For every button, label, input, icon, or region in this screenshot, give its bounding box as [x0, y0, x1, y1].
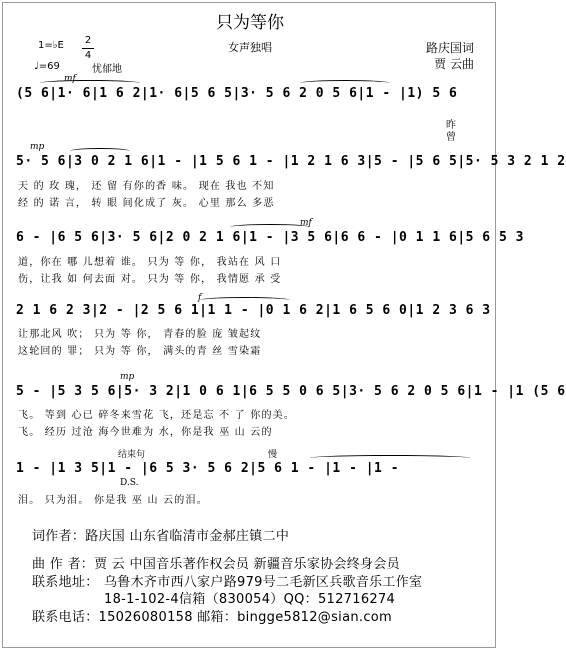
lyric-line-1-a: 昨	[446, 120, 458, 131]
key-signature: 1=♭E	[38, 40, 64, 51]
slow-mark: 慢	[268, 450, 278, 460]
song-title: 只为等你	[216, 13, 284, 33]
lyric-line-3-a: 道，你在 哪 儿想着 谁。 只为 等 你， 我站在 风 口	[18, 257, 282, 268]
mood-marking: 忧郁地	[92, 64, 122, 75]
address-line-1: 乌鲁木齐市西八家户路979号二毛新区兵歌音乐工作室	[104, 575, 423, 590]
lyric-line-4-b: 这轮回的 罪； 只为 等 你， 满头的青 丝 雪染霜	[18, 346, 262, 357]
lyric-line-5-b: 飞。 经历 过沧 海今世难为 水，你是我 巫 山 云的	[18, 427, 273, 438]
notation-line-2: 5· 5 6|3 0 2 1 6|1 - |1 5 6 1 - |1 2 1 6 3|5 - |5 6 5|5· 5 3 2 1 2	[16, 154, 566, 169]
tempo-marking: ♩=69	[34, 61, 60, 72]
slur-4	[230, 224, 310, 230]
dynamic-mp-2: mp	[120, 372, 135, 382]
notation-line-4: 2 1 6 2 3|2 - |2 5 6 1|1 1 - |0 1 6 2|1 6 5 6 0|1 2 3 6 3	[16, 303, 491, 318]
dynamic-f: f	[198, 293, 202, 303]
time-signature	[82, 35, 94, 62]
contact-info: 联系电话：15026080158 邮箱：bingge5812@sian.com	[32, 610, 392, 625]
address-label: 联系地址：	[32, 575, 99, 590]
notation-line-5: 5 - |5 3 5 6|5· 3 2|1 0 6 1|6 5 5 0 6 5|3· 5 6 2 0 5 6|1 - |1 (5 6	[16, 384, 566, 399]
lyricist-credit: 路庆国词	[425, 41, 474, 55]
notation-line-6: 1 - |1 3 5|1 - |6 5 3· 5 6 2|5 6 1 - |1 - |1 -	[16, 461, 400, 476]
lyric-line-3-b: 伤，让我 如 何去面 对。 只为 等 你， 我情愿 承 受	[18, 274, 282, 285]
slur-2	[300, 80, 390, 86]
meter-divider	[82, 48, 94, 49]
notation-line-3: 6 - |6 5 6|3· 5 6|2 0 2 1 6|1 - |3 5 6|6 6 - |0 1 1 6|5 6 5 3	[16, 230, 524, 245]
notation-line-1: (5 6|1· 6|1 6 2|1· 6|5 6 5|3· 5 6 2 0 5 6|1 - |1) 5 6	[16, 86, 458, 101]
slur-1	[40, 80, 140, 86]
lyric-line-2-a: 天 的 玫 瑰， 还 留 有你的香 味。 现在 我也 不知	[18, 181, 275, 192]
lyric-line-1-b: 曾	[446, 132, 458, 143]
ds-mark: D.S.	[120, 478, 139, 488]
dynamic-mf-1: mf	[64, 74, 76, 84]
song-subtitle: 女声独唱	[228, 41, 272, 54]
slur-3	[70, 148, 130, 154]
dynamic-mf-2: mf	[300, 218, 312, 228]
end-phrase-mark: 结束句	[118, 450, 146, 460]
meter-bottom: 4	[84, 50, 92, 61]
address-line-2: 18-1-102-4信箱（830054）QQ：512716274	[104, 592, 396, 607]
slur-5	[200, 297, 290, 303]
lyric-line-6: 泪。 只为泪。 你是我 巫 山 云的泪。	[18, 495, 208, 506]
slur-6	[310, 455, 470, 461]
dynamic-mp-1: mp	[30, 142, 45, 152]
composer-credit: 贾 云曲	[434, 57, 474, 71]
lyric-line-2-b: 经 的 诺 言， 转 眼 间化成了 灰。 心里 那么 多恶	[18, 198, 275, 209]
composer-info: 曲 作 者：贾 云 中国音乐著作权会员 新疆音乐家协会终身会员	[32, 557, 400, 572]
lyric-line-4-a: 让那北风 吹； 只为 等 你， 青春的脸 庞 皱起纹	[18, 329, 262, 340]
lyric-line-5-a: 飞。 等到 心已 碎冬来雪花 飞，还是忘 不 了 你的美。	[18, 410, 296, 421]
lyricist-info: 词作者：路庆国 山东省临清市金郝庄镇二中	[32, 529, 290, 544]
meter-top: 2	[84, 35, 92, 46]
